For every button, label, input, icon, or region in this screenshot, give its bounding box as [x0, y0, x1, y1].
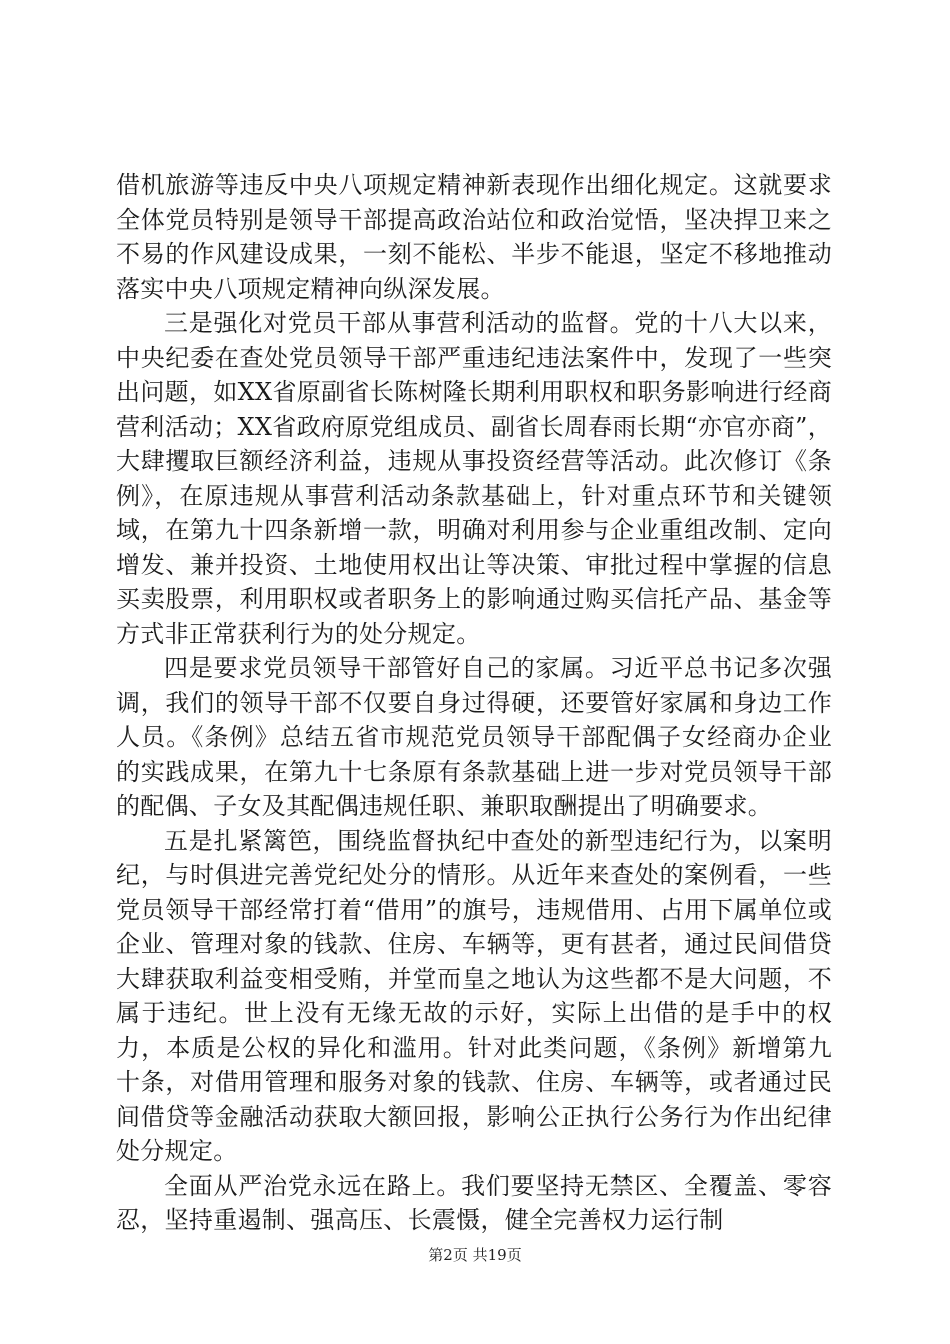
document-body — [116, 168, 832, 1238]
paragraph-five: 五是扎紧篱笆，围绕监督执纪中查处的新型违纪行为，以案明纪，与时俱进完善党纪处分的情形。从近年来查处的案例看，一些党员领导干部经常打着“借用”的旗号，违规借用、占用下属单位或企业、管理对象的钱款、住房、车辆等，更有甚者，通过民间借贷大肆获取利益变相受贿，并堂而皇之地认为这些都不是大问题，不属于违纪。世上没有无缘无故的示好，实际上出借的是手中的权力，本质是公权的异化和滥用。针对此类问题，《条例》新增第九十条，对借用管理和服务对象的钱款、住房、车辆等，或者通过民间借贷等金融活动获取大额回报，影响公正执行公务行为作出纪律处分规定。 — [116, 826, 832, 1165]
paragraph-four: 四是要求党员领导干部管好自己的家属。习近平总书记多次强调，我们的领导干部不仅要自身过得硬，还要管好家属和身边工作人员。《条例》总结五省市规范党员领导干部配偶子女经商办企业的实践成果，在第九十七条原有条款基础上进一步对党员领导干部的配偶、子女及其配偶违规任职、兼职取酬提出了明确要求。 — [116, 654, 832, 820]
paragraph-three: 三是强化对党员干部从事营利活动的监督。党的十八大以来，中央纪委在查处党员领导干部严重违纪违法案件中，发现了一些突出问题，如XX省原副省长陈树隆长期利用职权和职务影响进行经商营利活动；XX省政府原党组成员、副省长周春雨长期“亦官亦商”，大肆攫取巨额经济利益，违规从事投资经营等活动。此次修订《条例》，在原违规从事营利活动条款基础上，针对重点环节和关键领域，在第九十四条新增一款，明确对利用参与企业重组改制、定向增发、兼并投资、土地使用权出让等决策、审批过程中掌握的信息买卖股票，利用职权或者职务上的影响通过购买信托产品、基金等方式非正常获利行为的处分规定。 — [116, 309, 833, 648]
paragraph-continuation: 借机旅游等违反中央八项规定精神新表现作出细化规定。这就要求全体党员特别是领导干部提高政治站位和政治觉悟，坚决捍卫来之不易的作风建设成果，一刻不能松、半步不能退，坚定不移地推动落实中央八项规定精神向纵深发展。 — [116, 171, 832, 303]
page-number-footer: 第2页 共19页 — [428, 1246, 522, 1264]
paragraph-conclusion: 全面从严治党永远在路上。我们要坚持无禁区、全覆盖、零容忍，坚持重遏制、强高压、长震慑，健全完善权力运行制 — [116, 1171, 832, 1234]
